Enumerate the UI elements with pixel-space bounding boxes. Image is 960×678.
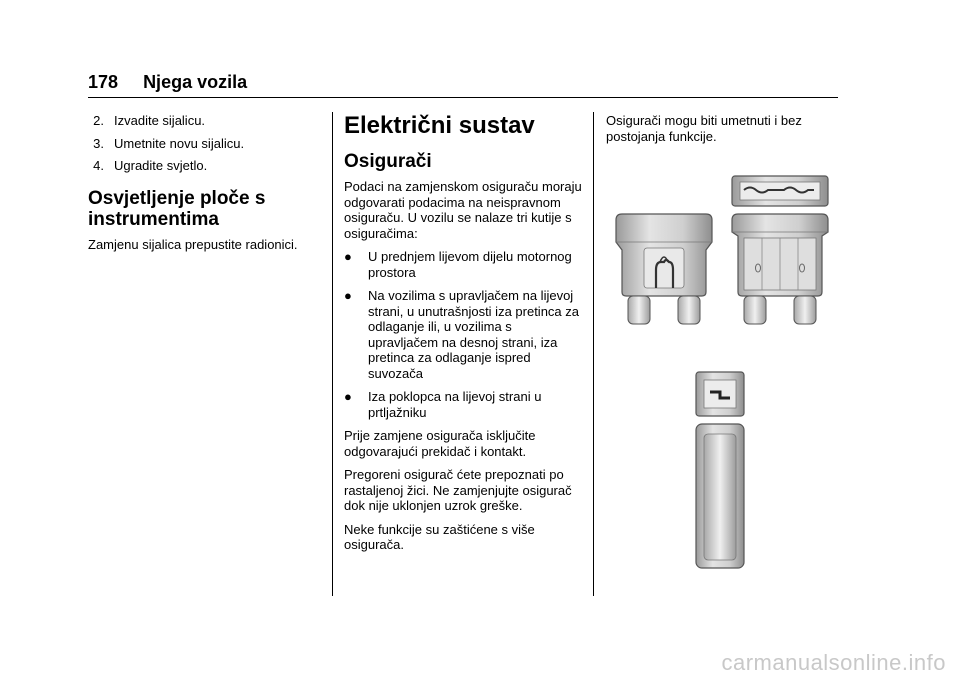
list-item — [344, 249, 582, 280]
column-2 — [344, 113, 582, 561]
step-text: Ugradite svjetlo. — [114, 158, 208, 173]
step-number: 3. — [93, 135, 104, 151]
heading-line-2: instrumentima — [88, 208, 219, 230]
section-title: Njega vozila — [143, 72, 248, 92]
column-1 — [88, 113, 320, 260]
column-divider-1 — [332, 112, 333, 596]
instrument-lighting-paragraph: Zamjenu sijalica prepustite radionici. — [88, 236, 298, 252]
list-item — [344, 288, 582, 381]
blade-fuse-top-icon — [732, 176, 828, 206]
bullet-symbol: ● — [344, 249, 352, 264]
paragraph-blown-fuse: Pregoreni osigurač ćete prepoznati po rastaljenoj žici. Ne zamjenjujte osigurač dok nije uklonjen uzrok greške. — [344, 467, 572, 513]
header-divider — [88, 97, 838, 98]
bullet-symbol: ● — [344, 288, 352, 303]
page-number: 178 — [88, 72, 119, 92]
electrical-system-heading: Električni sustav — [344, 112, 535, 139]
bullet-text: Iza poklopca na lijevoj strani u prtljažniku — [368, 389, 542, 420]
bullet-text: U prednjem lijevom dijelu motornog prostora — [368, 249, 572, 280]
bullet-text: Na vozilima s upravljačem na lijevoj strani, u unutrašnjosti iza pretinca za odlaganje ili, u vozilima s upravljačem na desnoj strani, iza pretinca za odlaganje ispred suvozača — [368, 288, 579, 381]
fuses-intro: Podaci na zamjenskom osiguraču moraju odgovarati podacima na neispravnom osiguraču. U vozilu se nalaze tri kutije s osiguračima: — [344, 179, 582, 241]
heading-line-1: Osvjetljenje ploče s — [88, 187, 266, 209]
paragraph-multiple-fuses: Neke funkcije su zaštićene s više osigurača. — [344, 521, 535, 552]
step-item — [88, 158, 320, 174]
fuse-illustrations — [606, 168, 838, 578]
step-number: 4. — [93, 158, 104, 173]
fuses-inserted-paragraph: Osigurači mogu biti umetnuti i bez postojanja funkcije. — [606, 113, 802, 144]
blade-fuse-front-icon — [616, 214, 712, 324]
fuses-heading: Osigurači — [344, 151, 432, 172]
step-text: Izvadite sijalicu. — [114, 113, 206, 128]
page-header — [88, 72, 247, 93]
step-number: 2. — [93, 113, 104, 128]
mini-fuse-icon — [696, 372, 744, 416]
column-divider-2 — [593, 112, 594, 596]
blade-fuse-side-icon — [732, 214, 828, 324]
bullet-symbol: ● — [344, 389, 352, 404]
step-item — [88, 113, 320, 129]
strip-fuse-icon — [696, 424, 744, 568]
list-item — [344, 389, 582, 420]
step-item — [88, 136, 320, 152]
watermark: carmanualsonline.info — [721, 650, 946, 675]
column-3 — [606, 113, 838, 152]
paragraph-switch-off: Prije zamjene osigurača isključite odgovarajući prekidač i kontakt. — [344, 428, 536, 459]
step-text: Umetnite novu sijalicu. — [114, 135, 245, 151]
instrument-lighting-heading — [88, 188, 320, 230]
